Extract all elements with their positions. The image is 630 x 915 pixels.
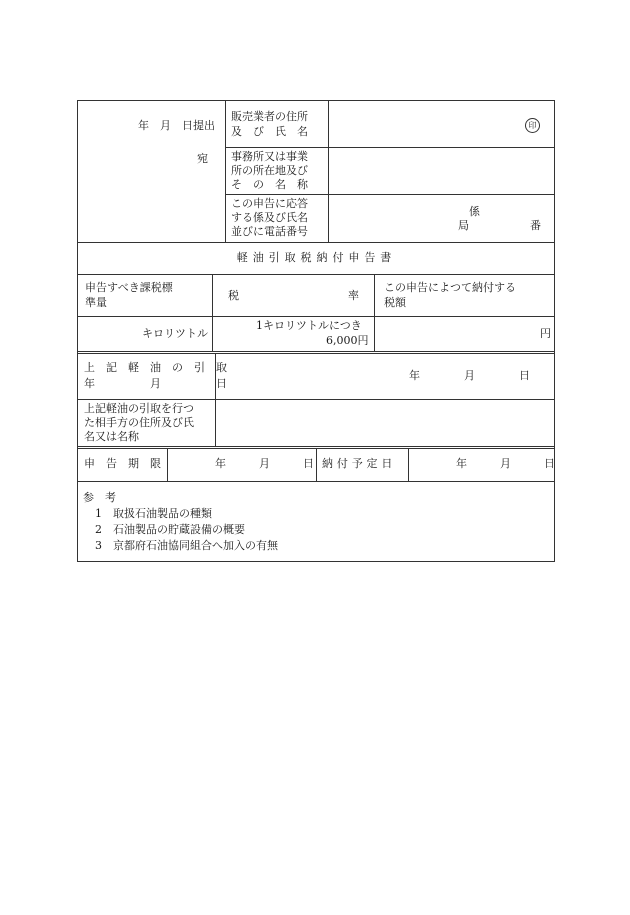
deadline-value: 年 月 日 bbox=[215, 457, 314, 470]
tax-amount-label-1: この申告によつて納付する bbox=[384, 281, 516, 294]
deadline-label: 申 告 期 限 bbox=[84, 457, 161, 470]
office-label-3: そ の 名 称 bbox=[231, 178, 308, 191]
payment-date-value: 年 月 日 bbox=[456, 457, 555, 470]
contact-kakari: 係 bbox=[469, 205, 480, 218]
partner-label-2: た相手方の住所及び氏 bbox=[84, 416, 194, 429]
row-divider bbox=[78, 242, 555, 243]
col-divider bbox=[167, 448, 168, 481]
contact-ban: 番 bbox=[530, 219, 541, 232]
tax-base-label-1: 申告すべき課税標 bbox=[85, 281, 173, 294]
seal-mark-icon: 印 bbox=[525, 118, 540, 133]
partner-label-1: 上記軽油の引取を行つ bbox=[84, 402, 194, 415]
row-divider bbox=[225, 194, 555, 195]
col-divider bbox=[328, 101, 329, 242]
tax-rate-value-1: 1キロリツトルにつき bbox=[256, 319, 362, 332]
pickup-date-label-2: 年 月 日 bbox=[84, 377, 227, 390]
seller-label-1: 販売業者の住所 bbox=[231, 110, 308, 123]
contact-label-3: 並びに電話番号 bbox=[231, 225, 308, 238]
tax-return-form bbox=[77, 100, 555, 562]
payment-date-label: 納付予定日 bbox=[322, 457, 397, 470]
reference-heading: 参 考 bbox=[83, 491, 116, 504]
col-divider bbox=[225, 101, 226, 242]
office-label-1: 事務所又は事業 bbox=[231, 150, 308, 163]
seller-label-2: 及 び 氏 名 bbox=[231, 125, 308, 138]
row-divider bbox=[78, 274, 555, 275]
form-title: 軽油引取税納付申告書 bbox=[236, 251, 397, 264]
row-divider bbox=[78, 353, 555, 354]
row-divider bbox=[78, 446, 555, 447]
tax-rate-value-2: 6,000円 bbox=[326, 334, 369, 347]
partner-label-3: 名又は名称 bbox=[84, 430, 139, 443]
contact-kyoku: 局 bbox=[458, 219, 469, 232]
reference-item: 3 京都府石油協同組合へ加入の有無 bbox=[95, 539, 278, 552]
row-divider bbox=[225, 147, 555, 148]
row-divider bbox=[78, 481, 555, 482]
tax-base-label-2: 準量 bbox=[85, 296, 107, 309]
pickup-date-value: 年 月 日 bbox=[409, 369, 530, 382]
submit-date: 年 月 日提出 bbox=[138, 119, 215, 132]
col-divider bbox=[316, 448, 317, 481]
col-divider bbox=[374, 274, 375, 351]
tax-amount-label-2: 税額 bbox=[384, 296, 406, 309]
tax-amount-unit: 円 bbox=[540, 327, 551, 340]
tax-rate-label-2: 率 bbox=[348, 289, 359, 302]
tax-base-unit: キロリツトル bbox=[142, 327, 208, 340]
col-divider bbox=[408, 448, 409, 481]
row-divider bbox=[78, 351, 555, 352]
row-divider bbox=[78, 316, 555, 317]
addressee: 宛 bbox=[197, 152, 208, 165]
col-divider bbox=[212, 274, 213, 351]
reference-item: 1 取扱石油製品の種類 bbox=[95, 507, 212, 520]
contact-label-2: する係及び氏名 bbox=[231, 211, 308, 224]
tax-rate-label-1: 税 bbox=[228, 289, 239, 302]
pickup-date-label-1: 上 記 軽 油 の 引 取 bbox=[84, 361, 227, 374]
contact-label-1: この申告に応答 bbox=[231, 197, 308, 210]
reference-item: 2 石油製品の貯蔵設備の概要 bbox=[95, 523, 245, 536]
row-divider bbox=[78, 399, 555, 400]
office-label-2: 所の所在地及び bbox=[231, 164, 308, 177]
